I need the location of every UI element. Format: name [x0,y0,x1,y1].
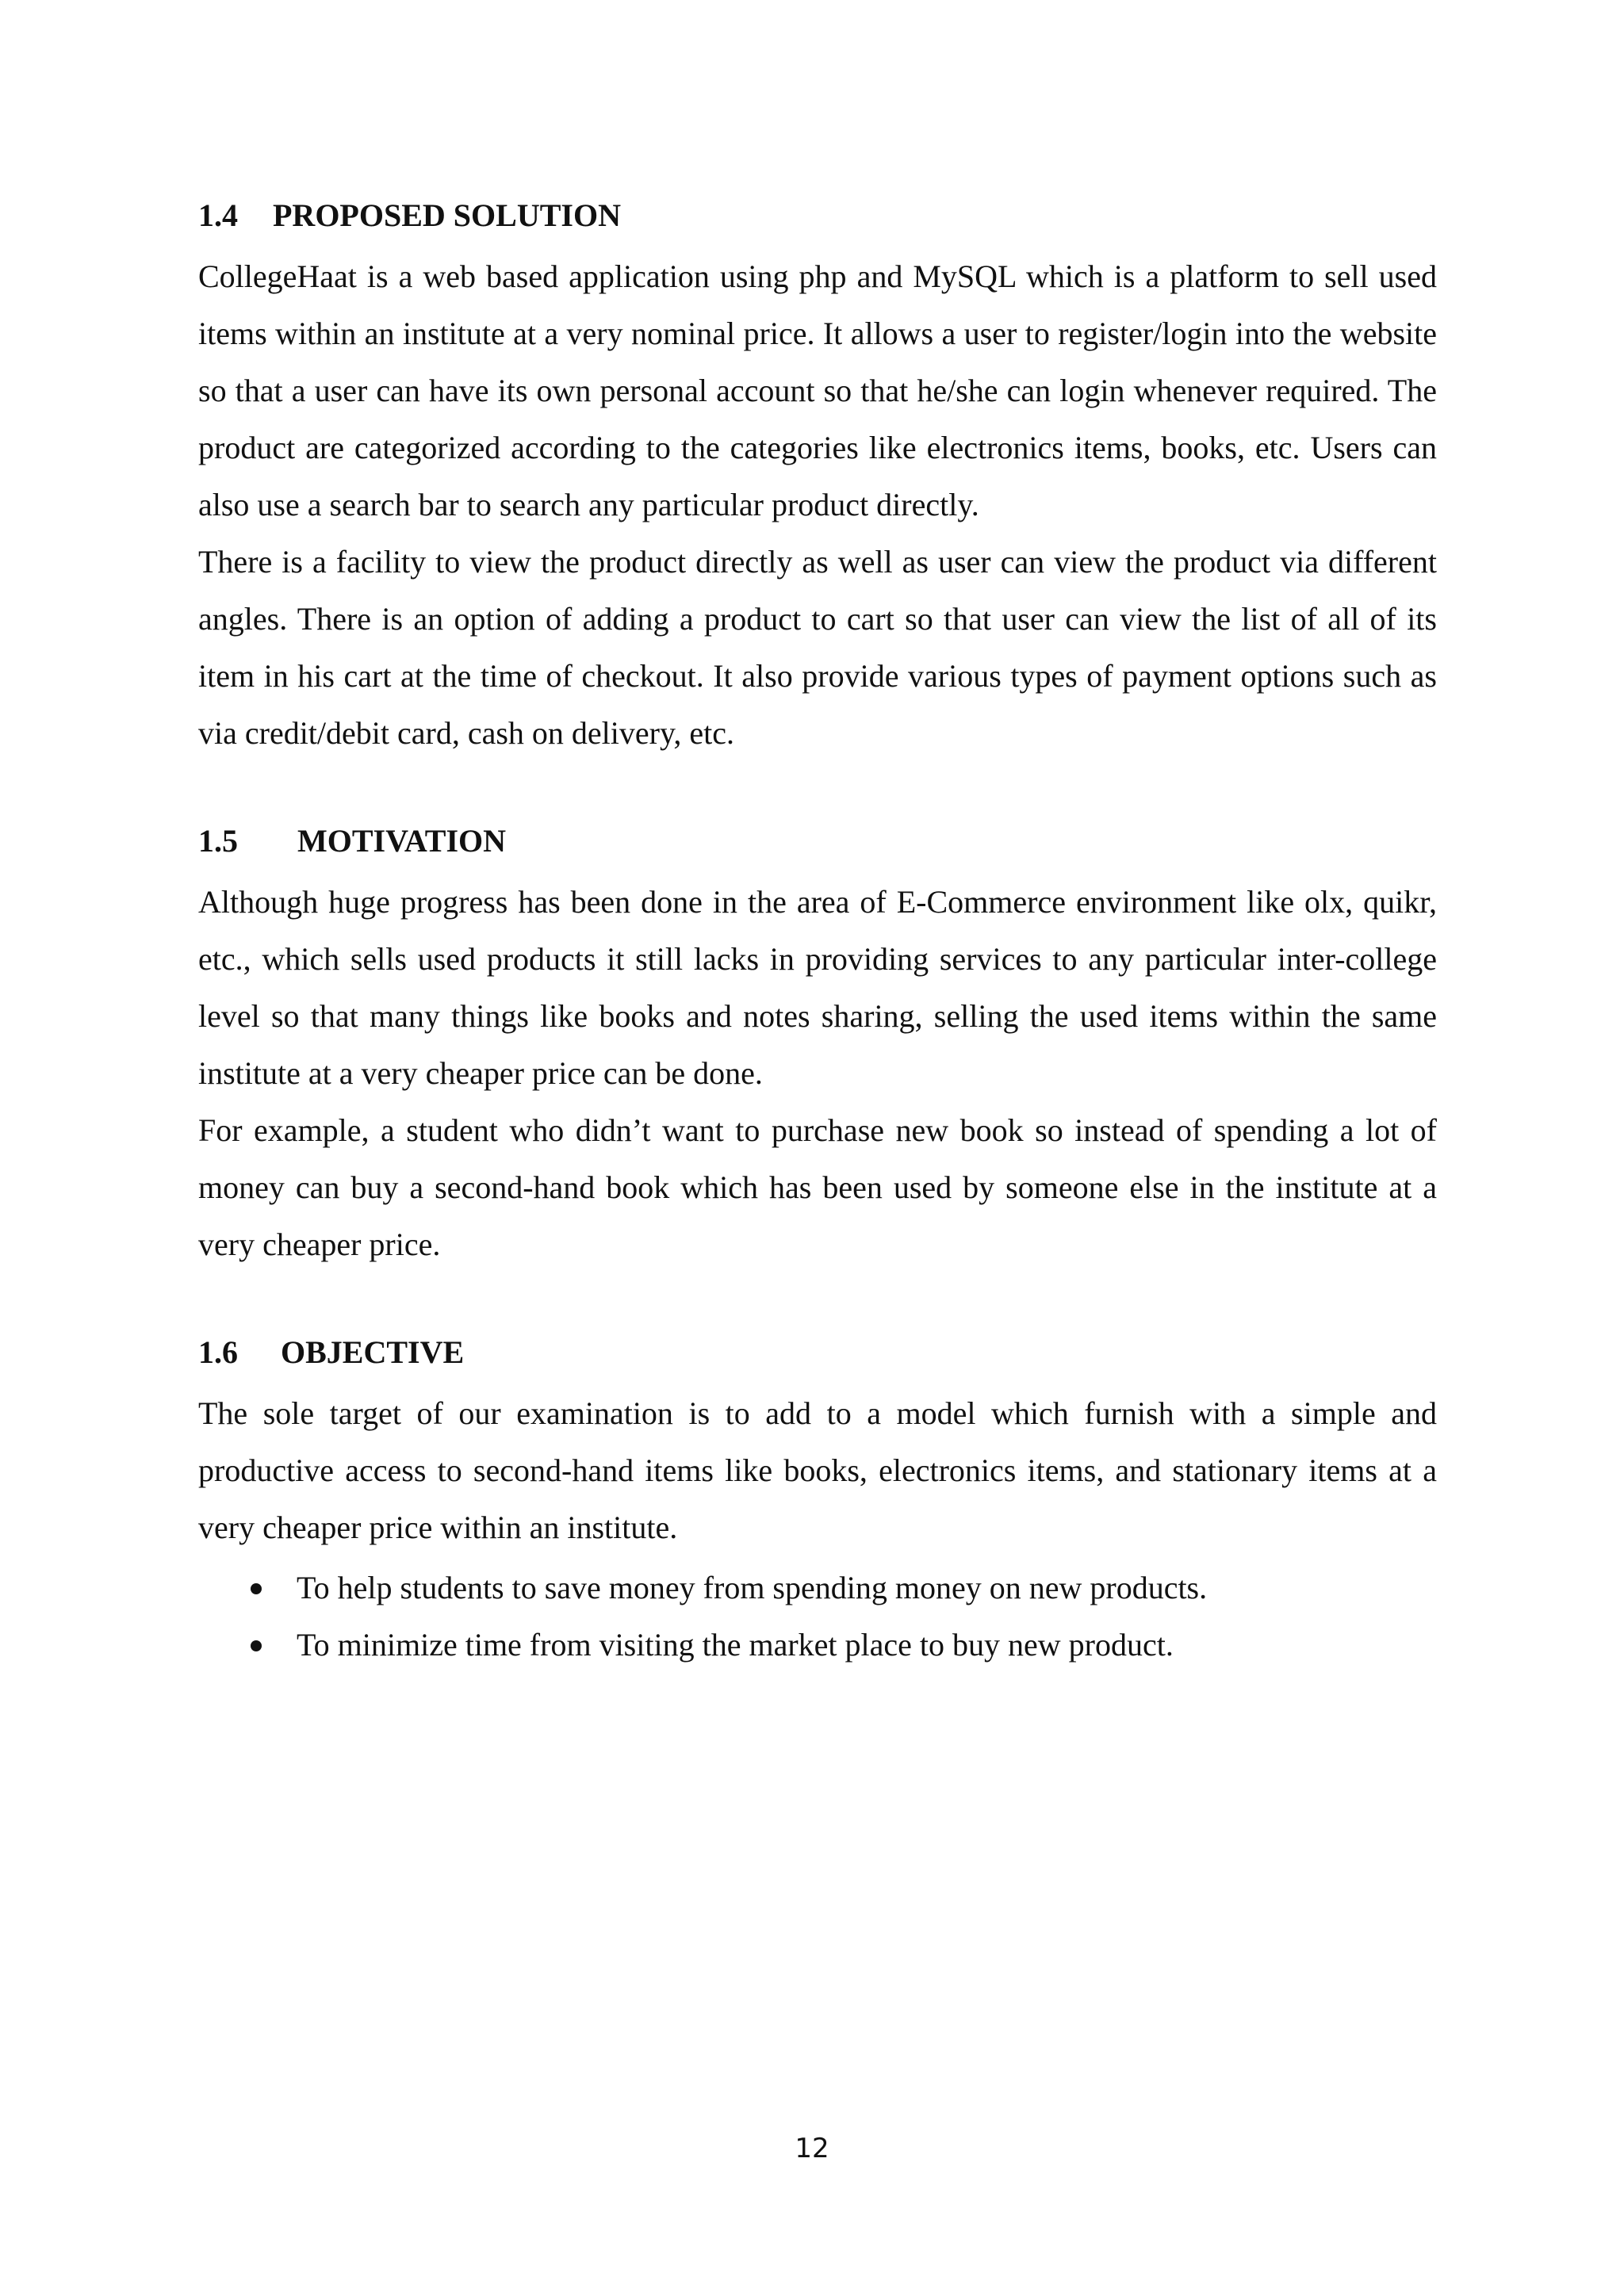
section-number: 1.5 [198,823,238,859]
list-item-text: To minimize time from visiting the market place to buy new product. [297,1627,1174,1663]
section-objective [198,1334,1437,1674]
objective-list [198,1559,1437,1674]
bullet-icon [251,1640,262,1651]
paragraph: There is a facility to view the product directly as well as user can view the product via different angles. There is an option of adding a product to cart so that user can view the list of all of its item in his cart at the time of checkout. It also provide various types of payment options such as via credit/debit card, cash on delivery, etc. [198,544,1437,751]
list-item-text: To help students to save money from spending money on new products. [297,1570,1208,1605]
paragraph: Although huge progress has been done in the area of E-Commerce environment like olx, quikr, etc., which sells used products it still lacks in providing services to any particular inter-college level so that many things like books and notes sharing, selling the used items within the same institute at a very cheaper price can be done. [198,884,1437,1091]
section-title: OBJECTIVE [281,1334,465,1370]
section-heading [198,197,1437,235]
page-number: 12 [795,2133,829,2164]
paragraph: The sole target of our examination is to add to a model which furnish with a simple and productive access to second-hand items like books, electronics items, and stationary items at a very cheaper price within an institute. [198,1395,1437,1545]
section-heading [198,1334,1437,1372]
paragraph: For example, a student who didn’t want to purchase new book so instead of spending a lot of money can buy a second-hand book which has been used by someone else in the institute at a very cheaper price. [198,1112,1437,1262]
section-proposed-solution [198,197,1437,762]
list-item [198,1559,1437,1617]
section-title: PROPOSED SOLUTION [273,197,621,233]
bullet-icon [251,1583,262,1594]
paragraph: CollegeHaat is a web based application using php and MySQL which is a platform to sell used items within an institute at a very nominal price. It allows a user to register/login into the website so that a user can have its own personal account so that he/she can login whenever required. The product are categorized according to the categories like electronics items, books, etc. Users can also use a search bar to search any particular product directly. [198,258,1437,522]
section-number: 1.4 [198,197,238,233]
section-motivation [198,822,1437,1273]
section-heading [198,822,1437,860]
list-item [198,1617,1437,1674]
section-title: MOTIVATION [297,823,507,859]
section-number: 1.6 [198,1334,238,1370]
